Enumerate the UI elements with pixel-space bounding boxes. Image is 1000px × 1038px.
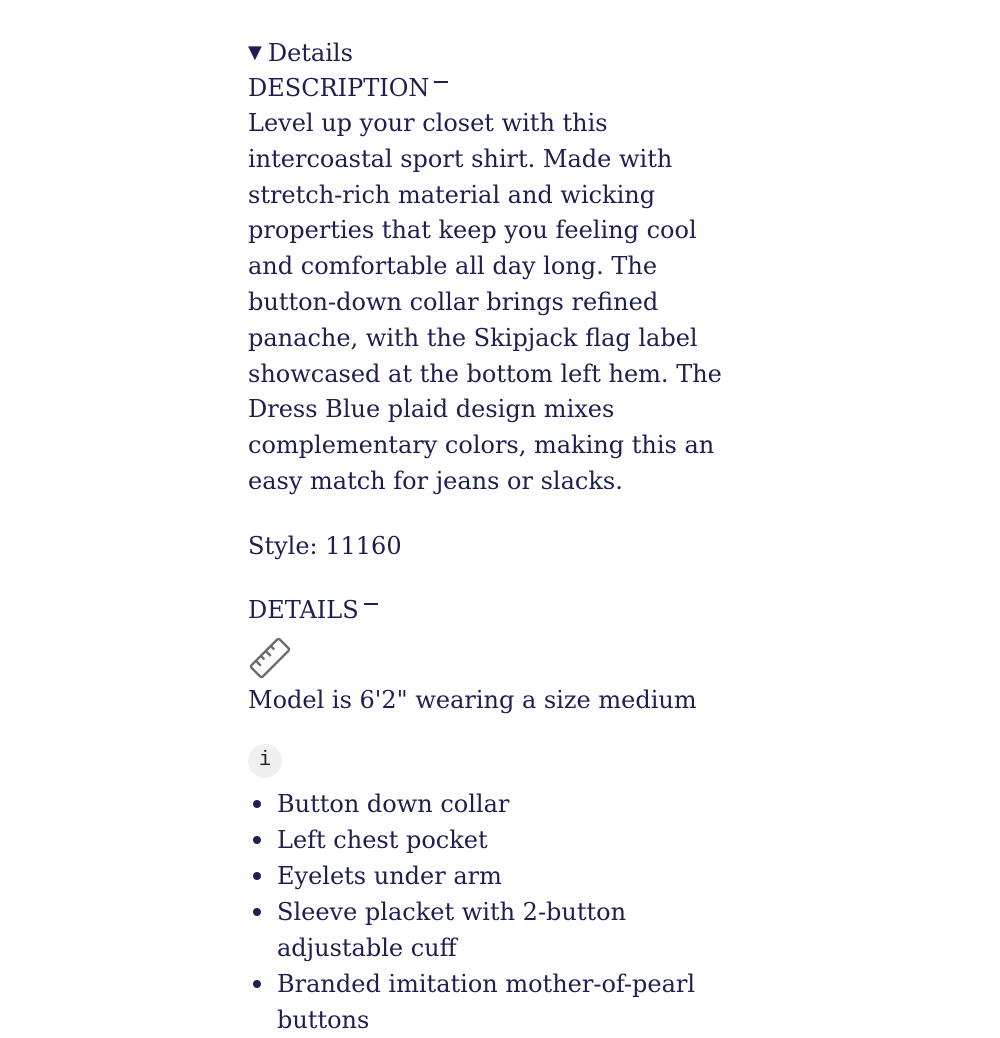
details-heading[interactable] (248, 592, 748, 628)
details-heading-label: DETAILS (248, 595, 359, 624)
feature-item: Sleeve placket with 2-button adjustable cuff (248, 894, 737, 966)
description-heading[interactable] (248, 70, 748, 106)
collapse-minus-icon[interactable] (364, 603, 378, 605)
model-size-info: Model is 6'2" wearing a size medium (248, 685, 697, 714)
feature-item: Branded imitation mother-of-pearl buttons (248, 966, 737, 1038)
details-toggle[interactable] (248, 36, 748, 70)
feature-item: Eyelets under arm (248, 858, 737, 894)
feature-item: Left chest pocket (248, 822, 737, 858)
description-text: Level up your closet with this intercoastal sport shirt. Made with stretch-rich material and wicking properties that keep you feeling cool and comfortable all day long. The button-down collar brings refined panache, with the Skipjack flag label showcased at the bottom left hem. The Dress Blue plaid design mixes complementary colors, making this an easy match for jeans or slacks. (248, 109, 722, 495)
description-heading-label: DESCRIPTION (248, 74, 430, 102)
info-icon[interactable]: i (248, 744, 282, 778)
feature-item: Button down collar (248, 786, 737, 822)
details-toggle-label: Details (267, 39, 353, 67)
product-details-panel (248, 36, 748, 1038)
style-number: Style: 11160 (248, 531, 402, 560)
ruler-icon (248, 636, 292, 680)
collapse-minus-icon[interactable] (434, 81, 448, 83)
triangle-down-icon: ▼ (248, 42, 262, 63)
